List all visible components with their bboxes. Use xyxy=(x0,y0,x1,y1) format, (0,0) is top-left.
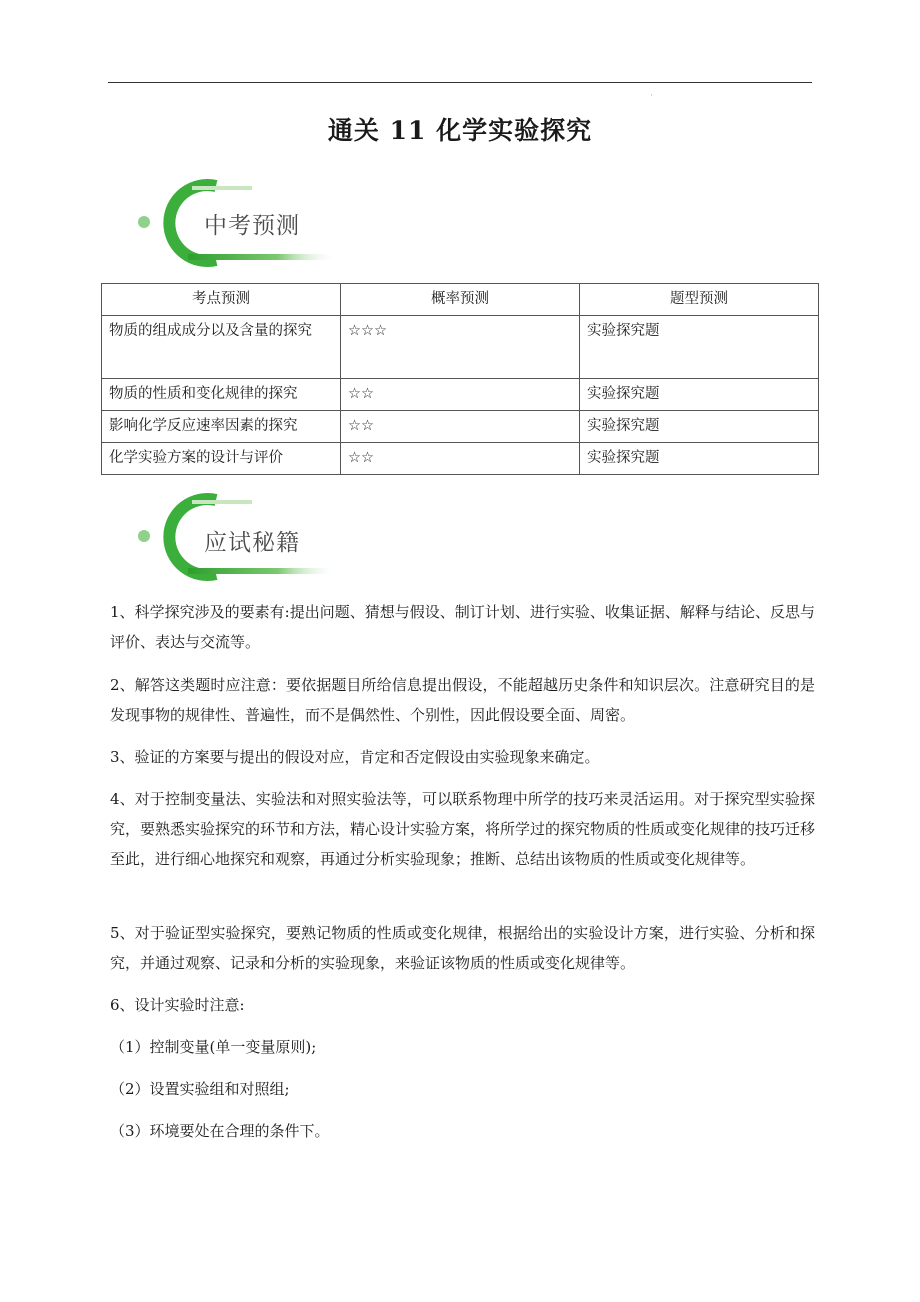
tip-paragraph: 5、对于验证型实验探究，要熟记物质的性质或变化规律，根据给出的实验设计方案，进行实验、分析和探究，并通过观察、记录和分析的实验现象，来验证该物质的性质或变化规律等。 xyxy=(110,924,815,972)
section-badge-prediction xyxy=(128,178,348,268)
tip-paragraph: 3、验证的方案要与提出的假设对应，肯定和否定假设由实验现象来确定。 xyxy=(110,748,600,766)
table-header-row xyxy=(102,284,819,316)
table-cell: 实验探究题 xyxy=(580,443,819,475)
badge-dot-icon xyxy=(138,216,150,228)
table-header-cell: 考点预测 xyxy=(102,284,341,316)
tip-paragraph: 6、设计实验时注意: xyxy=(110,996,245,1014)
table-row xyxy=(102,443,819,475)
badge-underline xyxy=(188,568,338,574)
table-row xyxy=(102,411,819,443)
top-rule xyxy=(108,82,812,83)
tip-paragraph: 2、解答这类题时应注意：要依据题目所给信息提出假设，不能超越历史条件和知识层次。注意研究目的是发现事物的规律性、普遍性，而不是偶然性、个别性，因此假设要全面、周密。 xyxy=(110,676,815,724)
table-cell: 实验探究题 xyxy=(580,411,819,443)
badge-label-tips: 应试秘籍 xyxy=(204,530,300,556)
table-row xyxy=(102,316,819,379)
header-mark: ' xyxy=(651,94,653,101)
tip-paragraph: （3）环境要处在合理的条件下。 xyxy=(110,1122,330,1140)
table-header-cell: 概率预测 xyxy=(340,284,579,316)
tip-paragraph: 1、科学探究涉及的要素有:提出问题、猜想与假设、制订计划、进行实验、收集证据、解释与结论、反思与评价、表达与交流等。 xyxy=(110,603,815,651)
tip-paragraph: （1）控制变量(单一变量原则); xyxy=(110,1038,317,1056)
table-header-cell: 题型预测 xyxy=(580,284,819,316)
table-cell: 实验探究题 xyxy=(580,316,819,379)
prediction-table xyxy=(101,283,819,475)
table-cell: ☆☆☆ xyxy=(340,316,579,379)
table-cell: 影响化学反应速率因素的探究 xyxy=(102,411,341,443)
table-cell: 物质的组成成分以及含量的探究 xyxy=(102,316,341,379)
table-cell: ☆☆ xyxy=(340,379,579,411)
table-cell: 实验探究题 xyxy=(580,379,819,411)
table-cell: ☆☆ xyxy=(340,443,579,475)
badge-dot-icon xyxy=(138,530,150,542)
badge-label-prediction: 中考预测 xyxy=(204,213,300,239)
badge-underline xyxy=(188,254,338,260)
section-badge-tips xyxy=(128,492,348,582)
table-row xyxy=(102,379,819,411)
tip-paragraph: 4、对于控制变量法、实验法和对照实验法等，可以联系物理中所学的技巧来灵活运用。对于探究型实验探究，要熟悉实验探究的环节和方法，精心设计实验方案，将所学过的探究物质的性质或变化规律的技巧迁移至此，进行细心地探究和观察，再通过分析实验现象；推断、总结出该物质的性质或变化规律等。 xyxy=(110,790,816,868)
tip-paragraph: （2）设置实验组和对照组; xyxy=(110,1080,290,1098)
table-cell: 物质的性质和变化规律的探究 xyxy=(102,379,341,411)
table-cell: 化学实验方案的设计与评价 xyxy=(102,443,341,475)
page-title: 通关 11 化学实验探究 xyxy=(327,116,593,145)
table-cell: ☆☆ xyxy=(340,411,579,443)
